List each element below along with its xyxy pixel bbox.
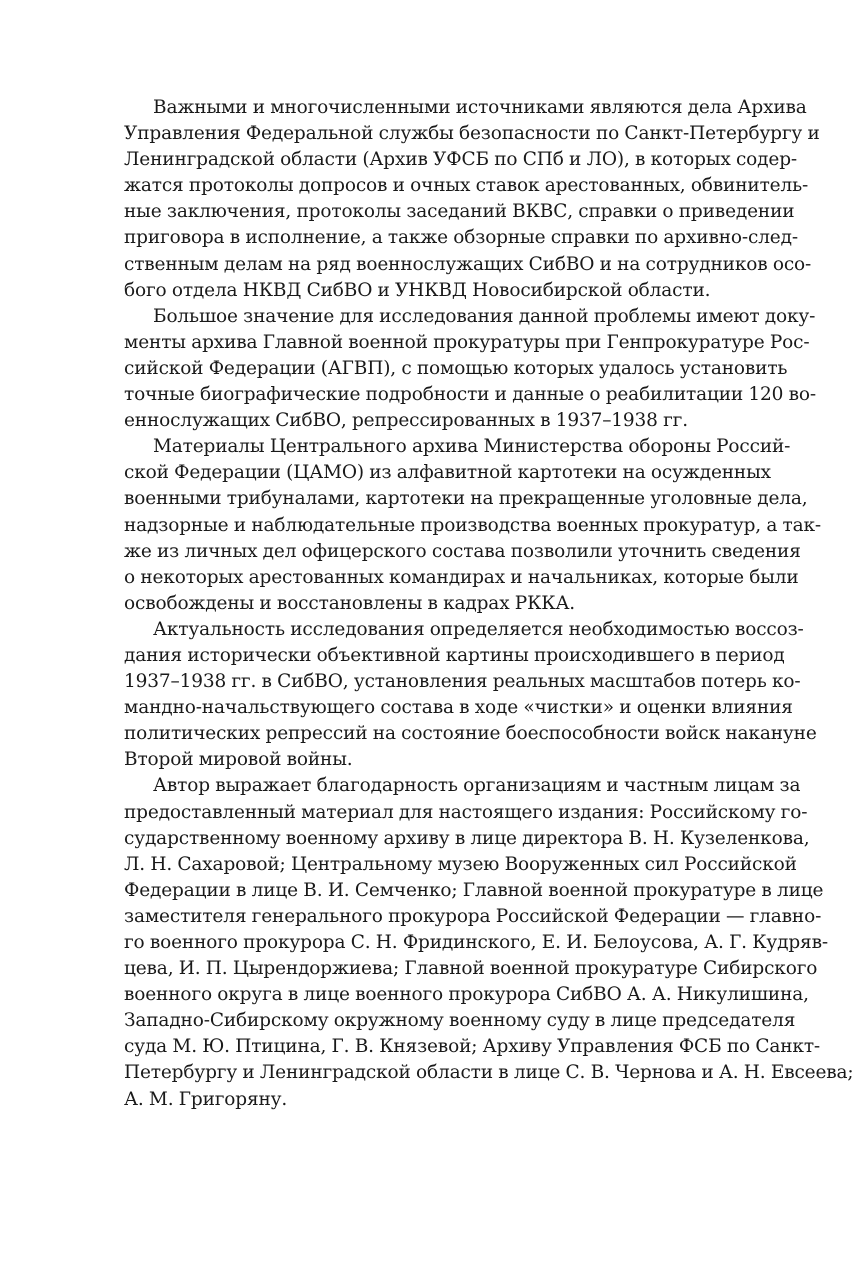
paragraph-tsamo-archive [95,434,822,617]
text-line: заместителя генерального прокурора Российской Федерации — главно- [124,905,822,927]
document-page [95,95,854,1113]
text-line: Управления Федеральной службы безопасности по Санкт-Петербургу и [124,123,820,145]
text-line: предоставленный материал для настоящего издания: Российскому го- [124,801,808,823]
text-line: надзорные и наблюдательные производства военных прокуратур, а так- [124,514,822,536]
text-line: военными трибуналами, картотеки на прекращенные уголовные дела, [124,488,808,510]
text-line: Второй мировой войны. [124,749,353,771]
text-line: Западно-Сибирскому окружному военному суду в лице председателя [124,1010,796,1032]
text-line: же из личных дел офицерского состава позволили уточнить сведения [124,540,801,562]
text-line: сийской Федерации (АГВП), с помощью которых удалось установить [124,357,788,379]
text-line: еннослужащих СибВО, репрессированных в 1937–1938 гг. [124,410,688,432]
text-line: Л. Н. Сахаровой; Центральному музею Вооруженных сил Российской [124,853,797,875]
text-line: приговора в исполнение, а также обзорные справки по архивно-след- [124,227,798,249]
text-line: цева, И. П. Цырендоржиева; Главной военной прокуратуре Сибирского [124,958,818,980]
text-line: менты архива Главной военной прокуратуры при Генпрокуратуре Рос- [124,331,810,353]
text-line: ственным делам на ряд военнослужащих СибВО и на сотрудников осо- [124,253,812,275]
text-line: о некоторых арестованных командирах и начальниках, которые были [124,566,799,588]
text-line: бого отдела НКВД СибВО и УНКВД Новосибирской области. [124,279,711,301]
text-line: А. М. Григоряну. [124,1088,288,1110]
text-line: Федерации в лице В. И. Семченко; Главной военной прокуратуре в лице [124,879,824,901]
text-line: Материалы Центрального архива Министерства обороны Россий- [153,436,791,458]
text-line: го военного прокурора С. Н. Фридинского, Е. И. Белоусова, А. Г. Кудряв- [124,932,828,953]
text-line: Ленинградской области (Архив УФСБ по СПб и ЛО), в которых содер- [124,149,797,171]
paragraph-acknowledgements [95,773,854,1112]
text-line: Большое значение для исследования данной проблемы имеют доку- [153,305,816,327]
text-line: Важными и многочисленными источниками являются дела Архива [153,97,807,118]
text-line: освобождены и восстановлены в кадрах РККА. [124,592,576,614]
paragraph-sources-fsb-archive [95,95,820,304]
text-line: точные биографические подробности и данные о реабилитации 120 во- [124,384,816,406]
text-line: дания исторически объективной картины происходившего в период [124,644,785,666]
text-line: 1937–1938 гг. в СибВО, установления реальных масштабов потерь ко- [124,671,801,693]
paragraph-relevance [95,617,817,774]
text-line: ные заключения, протоколы заседаний ВКВС, справки о приведении [124,201,795,223]
text-line: жатся протоколы допросов и очных ставок арестованных, обвинитель- [124,175,809,197]
text-line: суда М. Ю. Птицина, Г. В. Князевой; Архиву Управления ФСБ по Санкт- [124,1036,821,1058]
text-line: Автор выражает благодарность организациям и частным лицам за [153,775,801,797]
paragraph-agvp-archive [95,304,816,434]
text-line: Петербургу и Ленинградской области в лице С. В. Чернова и А. Н. Евсеева; [124,1062,854,1084]
text-line: ской Федерации (ЦАМО) из алфавитной картотеки на осужденных [124,462,771,484]
text-line: военного округа в лице военного прокурора СибВО А. А. Никулишина, [124,984,809,1006]
text-line: политических репрессий на состояние боеспособности войск накануне [124,723,817,745]
text-line: мандно-начальствующего состава в ходе «чистки» и оценки влияния [124,697,793,719]
text-line: Актуальность исследования определяется необходимостью воссоз- [153,618,804,640]
text-line: сударственному военному архиву в лице директора В. Н. Кузеленкова, [124,827,810,849]
